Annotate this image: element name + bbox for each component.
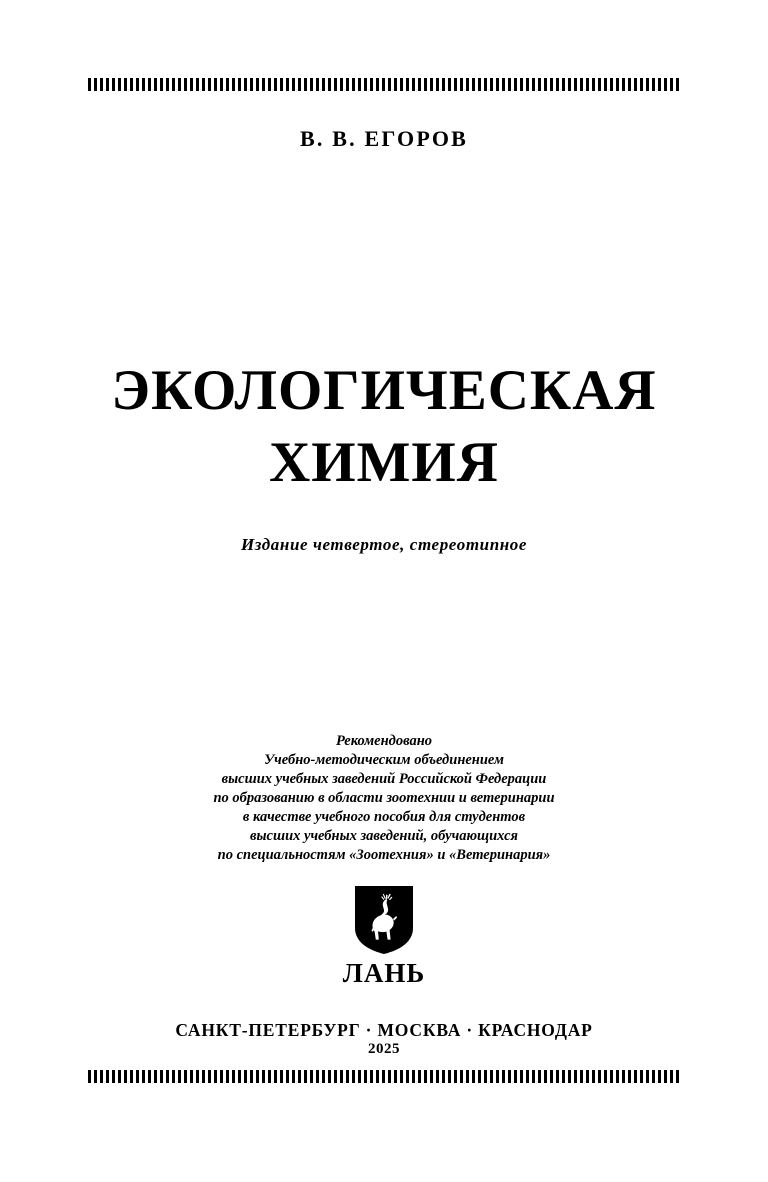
book-title-line-1: ЭКОЛОГИЧЕСКАЯ (111, 359, 657, 422)
recommendation-block (0, 732, 768, 865)
lan-deer-shield-logo-icon (353, 884, 415, 956)
publisher-cities: САНКТ-ПЕТЕРБУРГ · МОСКВА · КРАСНОДАР (175, 1020, 593, 1040)
publication-year: 2025 (368, 1041, 400, 1057)
publisher-block (0, 884, 768, 989)
top-decorative-rule (88, 78, 680, 91)
recommendation-line-1: Рекомендовано (335, 733, 433, 749)
recommendation-line-7: по специальностям «Зоотехния» и «Ветеринария» (217, 847, 551, 863)
recommendation-line-4: по образованию в области зоотехнии и ветеринарии (213, 790, 555, 806)
recommendation-line-3: высших учебных заведений Российской Федерации (221, 771, 547, 787)
book-title (0, 355, 768, 499)
book-title-line-2: ХИМИЯ (269, 431, 499, 494)
author-name: В. В. ЕГОРОВ (299, 126, 469, 151)
edition-statement: Издание четвертое, стереотипное (240, 535, 528, 554)
recommendation-line-5: в качестве учебного пособия для студентов (242, 809, 526, 825)
bottom-decorative-rule (88, 1070, 680, 1083)
publisher-name: ЛАНЬ (342, 958, 426, 988)
recommendation-line-6: высших учебных заведений, обучающихся (250, 828, 518, 844)
recommendation-line-2: Учебно-методическим объединением (264, 752, 504, 768)
